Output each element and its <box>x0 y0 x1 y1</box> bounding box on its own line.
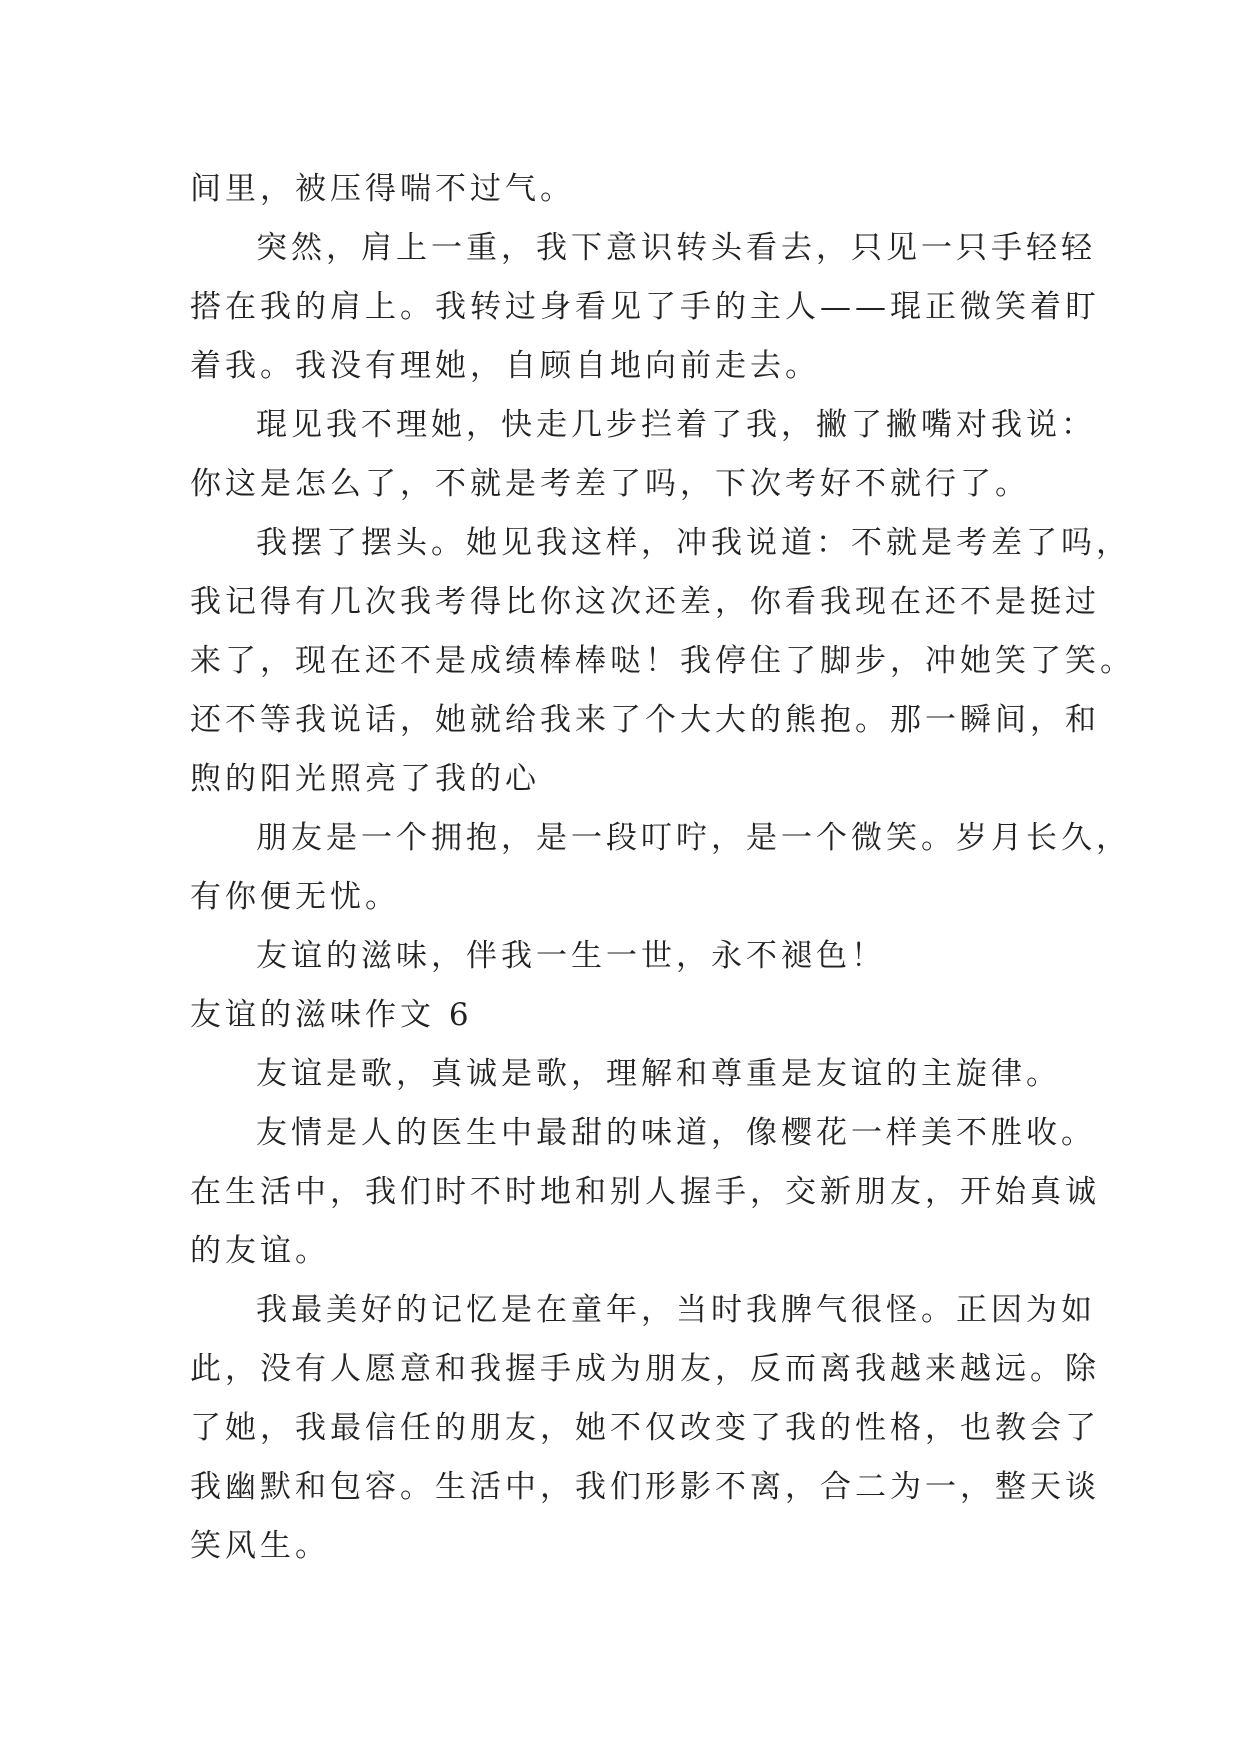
text-line: 在生活中，我们时不时地和别人握手，交新朋友，开始真诚 <box>190 1174 1100 1210</box>
text-line: 你这是怎么了，不就是考差了吗，下次考好不就行了。 <box>190 466 1030 502</box>
paragraph-start-line: 我摆了摆头。她见我这样，冲我说道：不就是考差了吗， <box>256 525 1131 561</box>
text-line: 的友谊。 <box>190 1233 330 1269</box>
paragraph-start-line: 琨见我不理她，快走几步拦着了我，撇了撇嘴对我说： <box>256 407 1096 443</box>
text-line: 还不等我说话，她就给我来了个大大的熊抱。那一瞬间，和 <box>190 702 1100 738</box>
paragraph-start-line: 友谊的滋味，伴我一生一世，永不褪色！ <box>256 938 886 974</box>
text-line: 着我。我没有理她，自顾自地向前走去。 <box>190 348 820 384</box>
text-line: 了她，我最信任的朋友，她不仅改变了我的性格，也教会了 <box>190 1410 1100 1446</box>
text-line: 我幽默和包容。生活中，我们形影不离，合二为一，整天谈 <box>190 1469 1100 1505</box>
text-line: 笑风生。 <box>190 1528 330 1564</box>
text-line: 间里，被压得喘不过气。 <box>190 171 575 207</box>
paragraph-start-line: 友谊是歌，真诚是歌，理解和尊重是友谊的主旋律。 <box>256 1056 1061 1092</box>
paragraph-start-line: 友情是人的医生中最甜的味道，像樱花一样美不胜收。 <box>256 1115 1096 1151</box>
text-line: 我记得有几次我考得比你这次还差，你看我现在还不是挺过 <box>190 584 1100 620</box>
text-line: 搭在我的肩上。我转过身看见了手的主人——琨正微笑着盯 <box>190 289 1100 325</box>
text-line: 来了，现在还不是成绩棒棒哒！我停住了脚步，冲她笑了笑。 <box>190 643 1135 679</box>
section-heading: 友谊的滋味作文 6 <box>190 997 473 1033</box>
text-line: 此，没有人愿意和我握手成为朋友，反而离我越来越远。除 <box>190 1351 1100 1387</box>
paragraph-start-line: 我最美好的记忆是在童年，当时我脾气很怪。正因为如 <box>256 1292 1096 1328</box>
text-line: 有你便无忧。 <box>190 879 400 915</box>
paragraph-start-line: 朋友是一个拥抱，是一段叮咛，是一个微笑。岁月长久， <box>256 820 1131 856</box>
text-line: 煦的阳光照亮了我的心 <box>190 761 540 797</box>
paragraph-start-line: 突然，肩上一重，我下意识转头看去，只见一只手轻轻 <box>256 230 1096 266</box>
document-body <box>190 160 1135 1576</box>
